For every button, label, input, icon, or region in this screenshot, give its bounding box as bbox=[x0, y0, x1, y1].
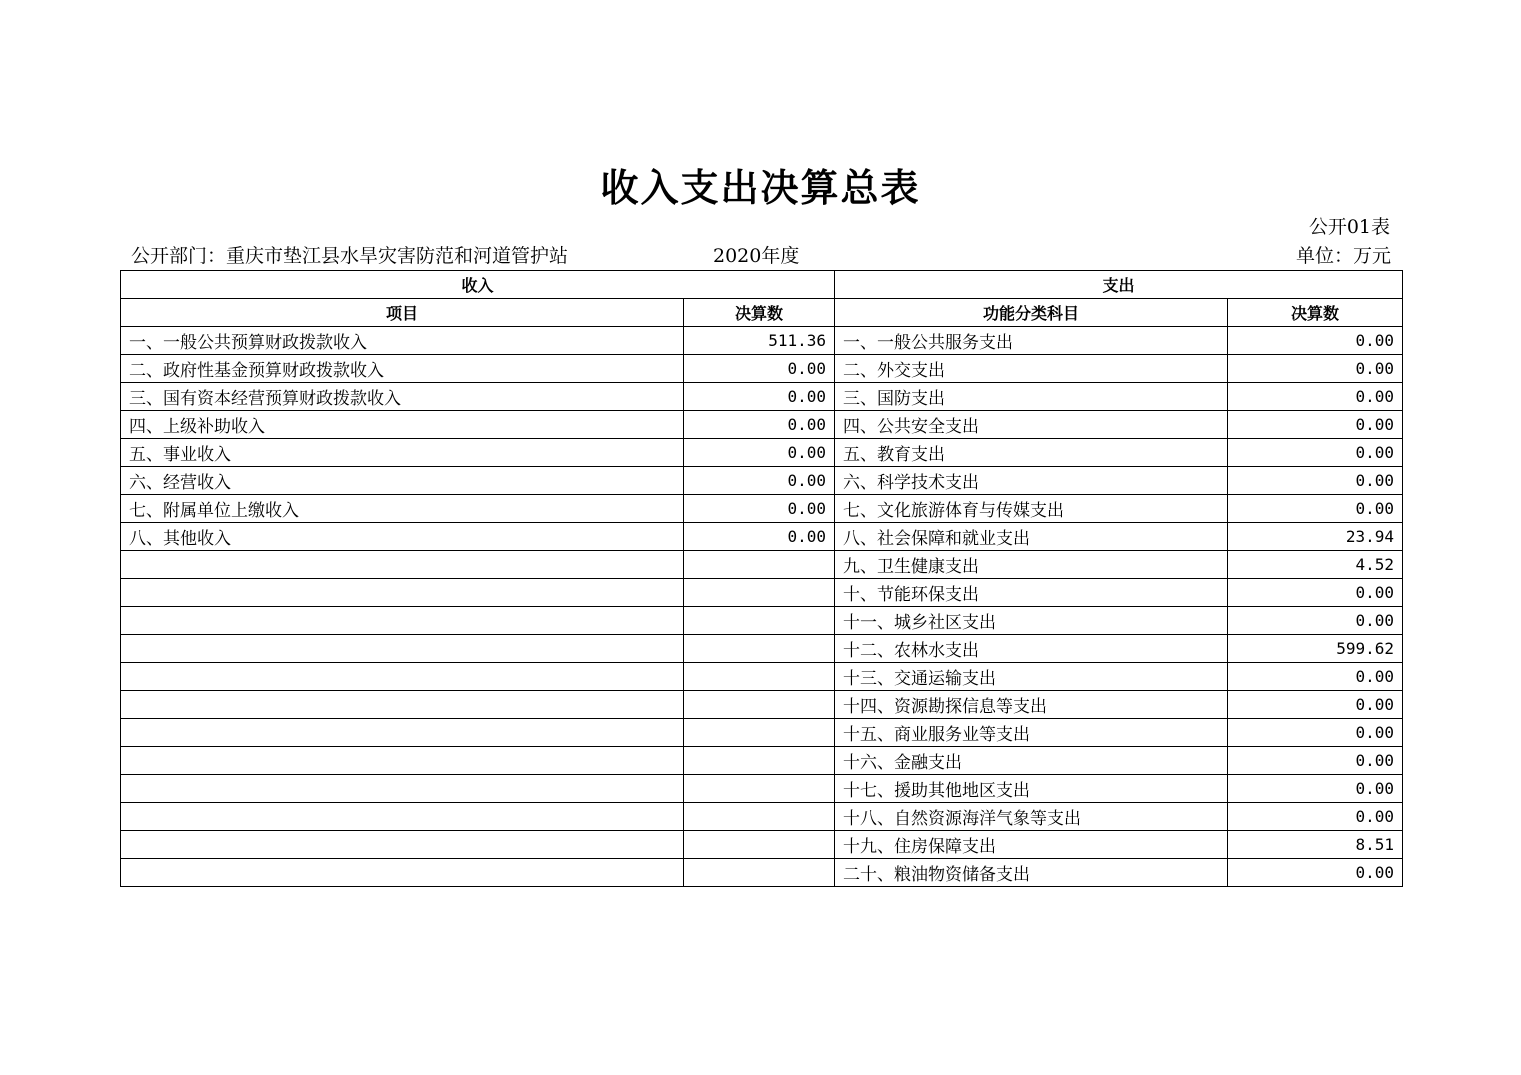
income-item-cell bbox=[121, 551, 684, 579]
income-amount-cell: 0.00 bbox=[684, 383, 835, 411]
expense-item-cell: 五、教育支出 bbox=[835, 439, 1228, 467]
income-item-cell: 一、一般公共预算财政拨款收入 bbox=[121, 327, 684, 355]
expense-amount-cell: 0.00 bbox=[1228, 383, 1403, 411]
table-body bbox=[121, 327, 1403, 887]
income-item-cell bbox=[121, 663, 684, 691]
income-amount-cell bbox=[684, 831, 835, 859]
table-row bbox=[121, 719, 1403, 747]
table-row bbox=[121, 439, 1403, 467]
income-section-header: 收入 bbox=[121, 271, 835, 299]
income-item-cell bbox=[121, 607, 684, 635]
section-header-row bbox=[121, 271, 1403, 299]
income-amount-cell bbox=[684, 607, 835, 635]
table-row bbox=[121, 551, 1403, 579]
expense-item-cell: 十二、农林水支出 bbox=[835, 635, 1228, 663]
income-amount-cell: 0.00 bbox=[684, 439, 835, 467]
expense-item-cell: 十、节能环保支出 bbox=[835, 579, 1228, 607]
expense-amount-cell: 0.00 bbox=[1228, 411, 1403, 439]
fiscal-year: 2020年度 bbox=[713, 245, 800, 267]
income-amount-cell bbox=[684, 747, 835, 775]
income-item-cell: 五、事业收入 bbox=[121, 439, 684, 467]
expense-item-cell: 二、外交支出 bbox=[835, 355, 1228, 383]
income-amount-cell: 0.00 bbox=[684, 523, 835, 551]
expense-amount-cell: 0.00 bbox=[1228, 663, 1403, 691]
income-item-cell: 六、经营收入 bbox=[121, 467, 684, 495]
income-item-cell bbox=[121, 831, 684, 859]
expense-item-cell: 一、一般公共服务支出 bbox=[835, 327, 1228, 355]
income-item-cell bbox=[121, 803, 684, 831]
table-row bbox=[121, 831, 1403, 859]
income-amount-cell bbox=[684, 859, 835, 887]
income-amount-cell bbox=[684, 635, 835, 663]
income-item-cell: 七、附属单位上缴收入 bbox=[121, 495, 684, 523]
expense-amount-cell: 0.00 bbox=[1228, 719, 1403, 747]
income-item-cell bbox=[121, 775, 684, 803]
income-item-cell: 四、上级补助收入 bbox=[121, 411, 684, 439]
income-item-cell bbox=[121, 579, 684, 607]
table-row bbox=[121, 691, 1403, 719]
income-item-cell: 三、国有资本经营预算财政拨款收入 bbox=[121, 383, 684, 411]
income-item-cell: 二、政府性基金预算财政拨款收入 bbox=[121, 355, 684, 383]
expense-item-cell: 十四、资源勘探信息等支出 bbox=[835, 691, 1228, 719]
column-header-expense-amount: 决算数 bbox=[1228, 299, 1403, 327]
table-row bbox=[121, 495, 1403, 523]
table-row bbox=[121, 523, 1403, 551]
table-row bbox=[121, 859, 1403, 887]
report-meta bbox=[131, 243, 1391, 269]
expense-item-cell: 十一、城乡社区支出 bbox=[835, 607, 1228, 635]
expense-item-cell: 十六、金融支出 bbox=[835, 747, 1228, 775]
expense-amount-cell: 599.62 bbox=[1228, 635, 1403, 663]
table-row bbox=[121, 383, 1403, 411]
table-row bbox=[121, 355, 1403, 383]
expense-amount-cell: 0.00 bbox=[1228, 607, 1403, 635]
unit-label: 单位：万元 bbox=[1295, 245, 1391, 267]
expense-item-cell: 十九、住房保障支出 bbox=[835, 831, 1228, 859]
income-amount-cell bbox=[684, 803, 835, 831]
expense-item-cell: 三、国防支出 bbox=[835, 383, 1228, 411]
income-expense-table bbox=[120, 270, 1403, 887]
expense-item-cell: 六、科学技术支出 bbox=[835, 467, 1228, 495]
expense-item-cell: 十五、商业服务业等支出 bbox=[835, 719, 1228, 747]
expense-section-header: 支出 bbox=[835, 271, 1403, 299]
expense-item-cell: 七、文化旅游体育与传媒支出 bbox=[835, 495, 1228, 523]
expense-amount-cell: 0.00 bbox=[1228, 355, 1403, 383]
expense-item-cell: 十七、援助其他地区支出 bbox=[835, 775, 1228, 803]
expense-item-cell: 二十、粮油物资储备支出 bbox=[835, 859, 1228, 887]
income-item-cell bbox=[121, 719, 684, 747]
expense-amount-cell: 8.51 bbox=[1228, 831, 1403, 859]
income-amount-cell bbox=[684, 551, 835, 579]
table-row bbox=[121, 747, 1403, 775]
expense-item-cell: 九、卫生健康支出 bbox=[835, 551, 1228, 579]
income-amount-cell bbox=[684, 691, 835, 719]
table-row bbox=[121, 607, 1403, 635]
table-row bbox=[121, 635, 1403, 663]
column-header-item: 项目 bbox=[121, 299, 684, 327]
income-item-cell bbox=[121, 691, 684, 719]
column-header-row bbox=[121, 299, 1403, 327]
expense-amount-cell: 0.00 bbox=[1228, 775, 1403, 803]
expense-amount-cell: 0.00 bbox=[1228, 495, 1403, 523]
table-row bbox=[121, 663, 1403, 691]
income-item-cell bbox=[121, 635, 684, 663]
expense-item-cell: 十八、自然资源海洋气象等支出 bbox=[835, 803, 1228, 831]
expense-amount-cell: 0.00 bbox=[1228, 467, 1403, 495]
expense-item-cell: 十三、交通运输支出 bbox=[835, 663, 1228, 691]
income-amount-cell: 0.00 bbox=[684, 467, 835, 495]
expense-amount-cell: 0.00 bbox=[1228, 691, 1403, 719]
income-item-cell bbox=[121, 747, 684, 775]
income-amount-cell: 0.00 bbox=[684, 495, 835, 523]
income-amount-cell: 0.00 bbox=[684, 355, 835, 383]
expense-amount-cell: 0.00 bbox=[1228, 327, 1403, 355]
expense-amount-cell: 0.00 bbox=[1228, 859, 1403, 887]
column-header-function: 功能分类科目 bbox=[835, 299, 1228, 327]
income-amount-cell bbox=[684, 579, 835, 607]
table-row bbox=[121, 467, 1403, 495]
column-header-income-amount: 决算数 bbox=[684, 299, 835, 327]
income-item-cell bbox=[121, 859, 684, 887]
department-label: 公开部门：重庆市垫江县水旱灾害防范和河道管护站 bbox=[131, 245, 569, 267]
expense-item-cell: 八、社会保障和就业支出 bbox=[835, 523, 1228, 551]
table-row bbox=[121, 803, 1403, 831]
table-row bbox=[121, 579, 1403, 607]
page-title: 收入支出决算总表 bbox=[600, 165, 921, 210]
expense-amount-cell: 0.00 bbox=[1228, 803, 1403, 831]
expense-amount-cell: 0.00 bbox=[1228, 747, 1403, 775]
income-amount-cell: 511.36 bbox=[684, 327, 835, 355]
table-row bbox=[121, 327, 1403, 355]
income-item-cell: 八、其他收入 bbox=[121, 523, 684, 551]
table-row bbox=[121, 775, 1403, 803]
income-amount-cell bbox=[684, 775, 835, 803]
expense-amount-cell: 4.52 bbox=[1228, 551, 1403, 579]
income-amount-cell: 0.00 bbox=[684, 411, 835, 439]
expense-amount-cell: 0.00 bbox=[1228, 579, 1403, 607]
expense-item-cell: 四、公共安全支出 bbox=[835, 411, 1228, 439]
expense-amount-cell: 23.94 bbox=[1228, 523, 1403, 551]
income-amount-cell bbox=[684, 719, 835, 747]
table-number: 公开01表 bbox=[1308, 216, 1390, 238]
expense-amount-cell: 0.00 bbox=[1228, 439, 1403, 467]
table-row bbox=[121, 411, 1403, 439]
income-amount-cell bbox=[684, 663, 835, 691]
